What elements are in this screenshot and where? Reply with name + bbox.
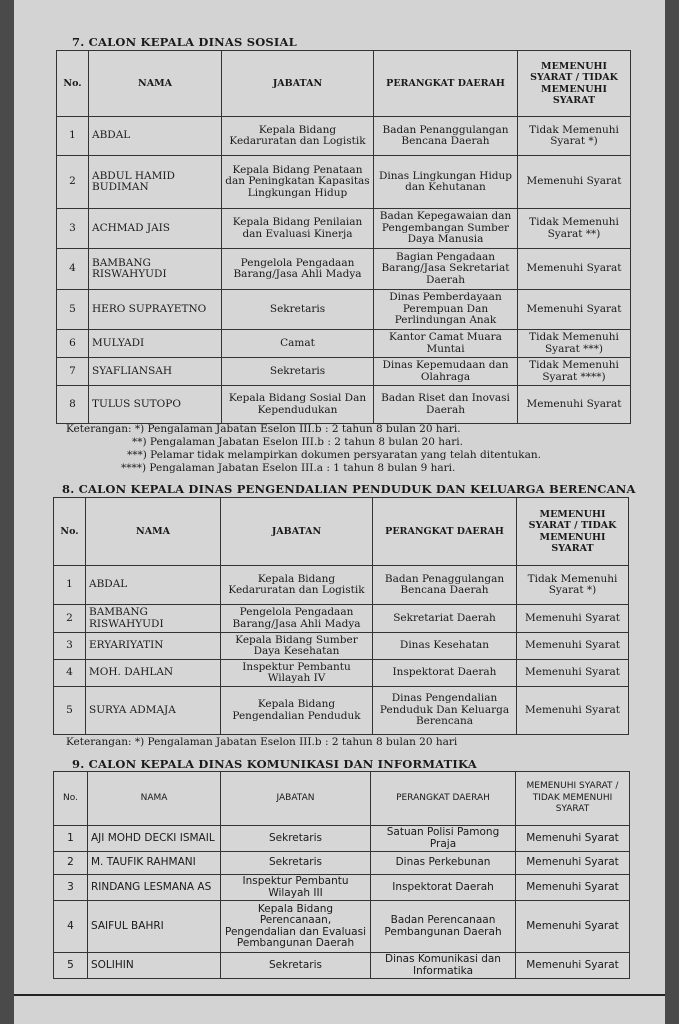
section-8-title: 8. CALON KEPALA DINAS PENGENDALIAN PENDUDUK DAN KELUARGA BERENCANA [62,482,636,496]
cell-nama: ACHMAD JAIS [89,209,222,249]
header-syarat: MEMENUHI SYARAT / TIDAK MEMENUHI SYARAT [517,498,629,566]
cell-jabatan: Sekretaris [222,358,374,386]
cell-nama: SURYA ADMAJA [86,687,221,735]
cell-jabatan: Pengelola Pengadaan Barang/Jasa Ahli Madya [222,249,374,290]
header-nama: NAMA [89,51,222,117]
table-row [54,687,629,735]
cell-nama: SAIFUL BAHRI [88,901,221,953]
table-row [57,386,631,424]
header-jabatan: JABATAN [222,51,374,117]
section-7-title: 7. CALON KEPALA DINAS SOSIAL [72,35,297,49]
cell-nama: MULYADI [89,330,222,358]
cell-no: 3 [54,633,86,660]
table-row [54,875,630,901]
table-row [57,290,631,330]
cell-no: 1 [57,117,89,156]
header-nama: NAMA [88,772,221,826]
cell-syarat: Tidak Memenuhi Syarat ****) [518,358,631,386]
cell-syarat: Memenuhi Syarat [516,953,630,979]
table-row [57,156,631,209]
cell-syarat: Tidak Memenuhi Syarat ***) [518,330,631,358]
cell-perangkat: Sekretariat Daerah [373,605,517,633]
cell-jabatan: Camat [222,330,374,358]
cell-no: 6 [57,330,89,358]
cell-perangkat: Inspektorat Daerah [371,875,516,901]
table-row [54,605,629,633]
cell-syarat: Memenuhi Syarat [516,875,630,901]
table-row [54,660,629,687]
cell-nama: SYAFLIANSAH [89,358,222,386]
cell-syarat: Memenuhi Syarat [516,852,630,875]
cell-no: 5 [57,290,89,330]
cell-no: 5 [54,953,88,979]
header-syarat: MEMENUHI SYARAT / TIDAK MEMENUHI SYARAT [518,51,631,117]
header-jabatan: JABATAN [221,498,373,566]
cell-syarat: Memenuhi Syarat [516,901,630,953]
section-7-notes [66,423,541,475]
section-8-notes [66,736,457,749]
cell-perangkat: Badan Penanggulangan Bencana Daerah [374,117,518,156]
cell-nama: ABDAL [89,117,222,156]
cell-no: 2 [54,852,88,875]
cell-syarat: Memenuhi Syarat [517,633,629,660]
table-row [54,852,630,875]
table-header-row [57,51,631,117]
cell-nama: ABDAL [86,566,221,605]
table-row [57,209,631,249]
cell-perangkat: Satuan Polisi Pamong Praja [371,826,516,852]
table-row [54,953,630,979]
cell-nama: M. TAUFIK RAHMANI [88,852,221,875]
cell-no: 2 [57,156,89,209]
cell-no: 4 [54,901,88,953]
cell-jabatan: Kepala Bidang Perencanaan, Pengendalian dan Evaluasi Pembangunan Daerah [221,901,371,953]
cell-jabatan: Kepala Bidang Penilaian dan Evaluasi Kinerja [222,209,374,249]
header-perangkat: PERANGKAT DAERAH [373,498,517,566]
cell-nama: HERO SUPRAYETNO [89,290,222,330]
cell-no: 7 [57,358,89,386]
header-no: No. [57,51,89,117]
table-row [57,117,631,156]
cell-nama: BAMBANG RISWAHYUDI [89,249,222,290]
cell-no: 1 [54,566,86,605]
header-perangkat: PERANGKAT DAERAH [371,772,516,826]
cell-jabatan: Kepala Bidang Sosial Dan Kependudukan [222,386,374,424]
cell-jabatan: Sekretaris [222,290,374,330]
cell-nama: RINDANG LESMANA AS [88,875,221,901]
header-no: No. [54,772,88,826]
cell-jabatan: Kepala Bidang Kedaruratan dan Logistik [221,566,373,605]
cell-syarat: Memenuhi Syarat [517,687,629,735]
cell-perangkat: Badan Riset dan Inovasi Daerah [374,386,518,424]
cell-syarat: Memenuhi Syarat [516,826,630,852]
table-row [57,330,631,358]
cell-perangkat: Badan Penaggulangan Bencana Daerah [373,566,517,605]
page-bottom-edge [14,994,665,996]
cell-syarat: Tidak Memenuhi Syarat *) [517,566,629,605]
cell-syarat: Memenuhi Syarat [517,605,629,633]
cell-no: 8 [57,386,89,424]
cell-perangkat: Dinas Pengendalian Penduduk Dan Keluarga Berencana [373,687,517,735]
cell-no: 5 [54,687,86,735]
cell-perangkat: Bagian Pengadaan Barang/Jasa Sekretariat Daerah [374,249,518,290]
cell-nama: ERYARIYATIN [86,633,221,660]
cell-no: 4 [57,249,89,290]
table-row [54,566,629,605]
table-header-row [54,772,630,826]
cell-syarat: Memenuhi Syarat [518,156,631,209]
header-perangkat: PERANGKAT DAERAH [374,51,518,117]
note-line: ****) Pengalaman Jabatan Eselon III.a : 1 tahun 8 bulan 9 hari. [121,462,456,474]
cell-nama: MOH. DAHLAN [86,660,221,687]
cell-no: 1 [54,826,88,852]
header-syarat: MEMENUHI SYARAT / TIDAK MEMENUHI SYARAT [516,772,630,826]
cell-syarat: Memenuhi Syarat [517,660,629,687]
note-line: Keterangan: *) Pengalaman Jabatan Eselon III.b : 2 tahun 8 bulan 20 hari [66,736,458,748]
cell-jabatan: Sekretaris [221,953,371,979]
cell-no: 4 [54,660,86,687]
cell-jabatan: Kepala Bidang Sumber Daya Kesehatan [221,633,373,660]
cell-jabatan: Sekretaris [221,826,371,852]
cell-perangkat: Badan Perencanaan Pembangunan Daerah [371,901,516,953]
cell-perangkat: Dinas Kesehatan [373,633,517,660]
cell-syarat: Memenuhi Syarat [518,249,631,290]
note-line: Keterangan: *) Pengalaman Jabatan Eselon III.b : 2 tahun 8 bulan 20 hari. [66,423,461,435]
section-9-title: 9. CALON KEPALA DINAS KOMUNIKASI DAN INFORMATIKA [72,757,477,771]
section-8-table [53,497,629,735]
cell-jabatan: Kepala Bidang Kedaruratan dan Logistik [222,117,374,156]
table-row [57,358,631,386]
cell-nama: SOLIHIN [88,953,221,979]
cell-perangkat: Dinas Komunikasi dan Informatika [371,953,516,979]
cell-syarat: Memenuhi Syarat [518,290,631,330]
cell-syarat: Tidak Memenuhi Syarat *) [518,117,631,156]
cell-perangkat: Dinas Pemberdayaan Perempuan Dan Perlindungan Anak [374,290,518,330]
cell-no: 2 [54,605,86,633]
table-row [54,901,630,953]
cell-jabatan: Inspektur Pembantu Wilayah IV [221,660,373,687]
header-no: No. [54,498,86,566]
table-row [54,633,629,660]
note-line: ***) Pelamar tidak melampirkan dokumen persyaratan yang telah ditentukan. [127,449,541,461]
cell-no: 3 [54,875,88,901]
section-9-table [53,771,630,979]
cell-perangkat: Dinas Perkebunan [371,852,516,875]
table-row [57,249,631,290]
section-7-table [56,50,631,424]
note-line: **) Pengalaman Jabatan Eselon III.b : 2 tahun 8 bulan 20 hari. [132,436,463,448]
header-jabatan: JABATAN [221,772,371,826]
cell-perangkat: Dinas Lingkungan Hidup dan Kehutanan [374,156,518,209]
cell-perangkat: Kantor Camat Muara Muntai [374,330,518,358]
cell-jabatan: Sekretaris [221,852,371,875]
cell-jabatan: Kepala Bidang Pengendalian Penduduk [221,687,373,735]
cell-jabatan: Pengelola Pengadaan Barang/Jasa Ahli Madya [221,605,373,633]
cell-perangkat: Dinas Kepemudaan dan Olahraga [374,358,518,386]
cell-perangkat: Badan Kepegawaian dan Pengembangan Sumber Daya Manusia [374,209,518,249]
table-header-row [54,498,629,566]
cell-jabatan: Kepala Bidang Penataan dan Peningkatan Kapasitas Lingkungan Hidup [222,156,374,209]
cell-no: 3 [57,209,89,249]
cell-nama: ABDUL HAMID BUDIMAN [89,156,222,209]
cell-syarat: Tidak Memenuhi Syarat **) [518,209,631,249]
table-row [54,826,630,852]
cell-nama: BAMBANG RISWAHYUDI [86,605,221,633]
cell-syarat: Memenuhi Syarat [518,386,631,424]
cell-nama: AJI MOHD DECKI ISMAIL [88,826,221,852]
cell-nama: TULUS SUTOPO [89,386,222,424]
header-nama: NAMA [86,498,221,566]
cell-perangkat: Inspektorat Daerah [373,660,517,687]
cell-jabatan: Inspektur Pembantu Wilayah III [221,875,371,901]
